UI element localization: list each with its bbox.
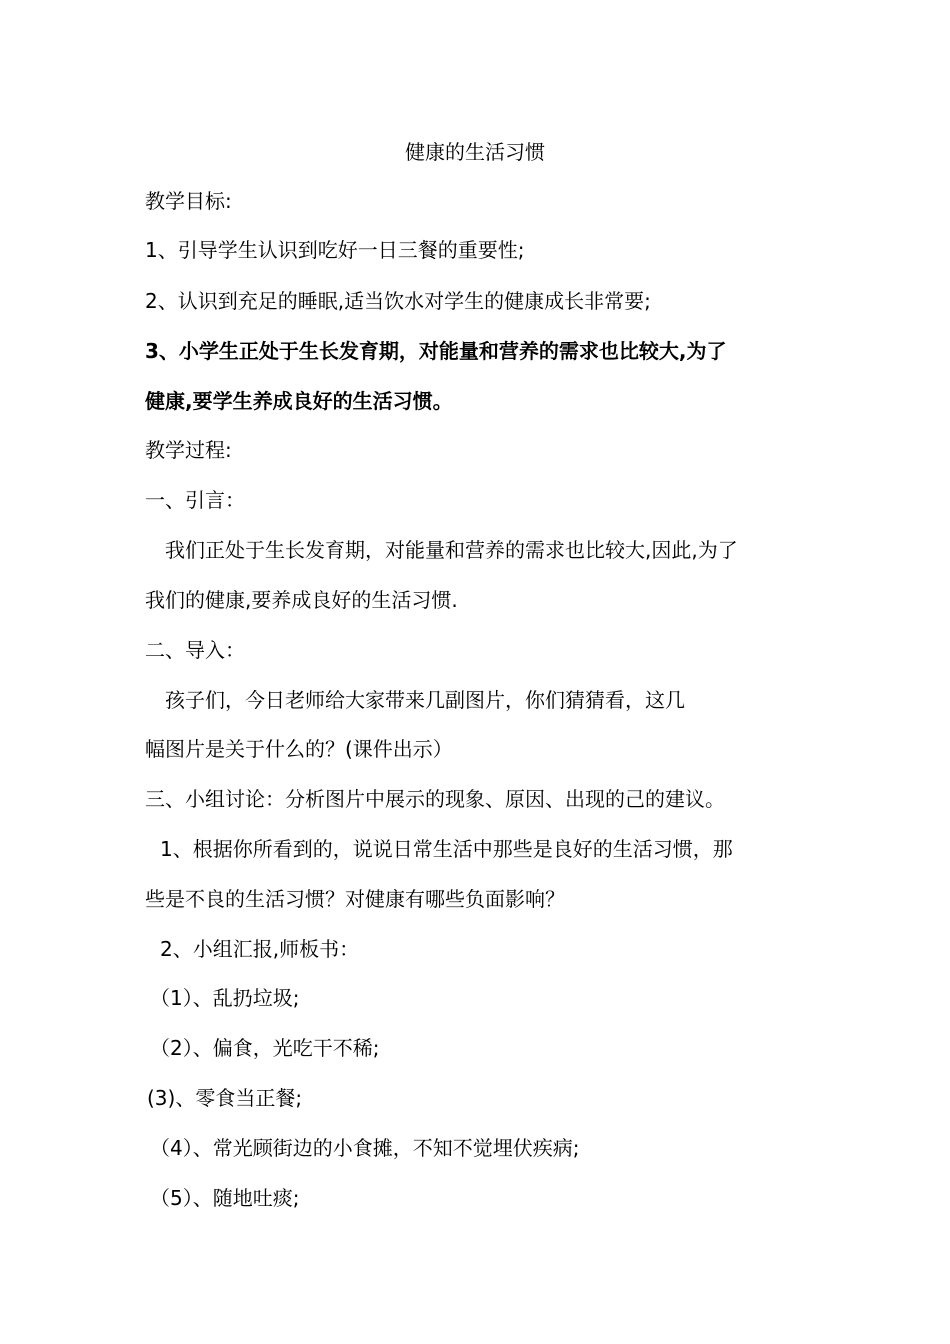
section-1-paragraph-line-2: 我们的健康,要养成良好的生活习惯.	[145, 588, 458, 612]
section-3-item-1-line-2: 些是不良的生活习惯？对健康有哪些负面影响？	[145, 887, 565, 911]
section-2-paragraph-line-1: 孩子们，今日老师给大家带来几副图片，你们猜猜看，这几	[165, 688, 685, 712]
list-item: (3)、零食当正餐;	[147, 1086, 303, 1110]
objective-1: 1、引导学生认识到吃好一日三餐的重要性;	[145, 238, 525, 262]
section-1-heading: 一、引言：	[145, 488, 245, 512]
list-item: （1）、乱扔垃圾;	[150, 986, 300, 1010]
document-title: 健康的生活习惯	[405, 140, 545, 164]
list-item: （5）、随地吐痰;	[150, 1186, 300, 1210]
objective-2: 2、认识到充足的睡眠,适当饮水对学生的健康成长非常要;	[145, 289, 651, 313]
section-1-paragraph-line-1: 我们正处于生长发育期，对能量和营养的需求也比较大,因此,为了	[165, 538, 738, 562]
objectives-heading: 教学目标:	[145, 189, 232, 213]
process-heading: 教学过程:	[145, 438, 232, 462]
objective-3-line-1: 3、小学生正处于生长发育期，对能量和营养的需求也比较大,为了	[145, 339, 727, 363]
section-3-heading: 三、小组讨论：分析图片中展示的现象、原因、出现的己的建议。	[145, 787, 725, 811]
section-2-heading: 二、导入：	[145, 638, 245, 662]
section-3-item-1-line-1: 1、根据你所看到的，说说日常生活中那些是良好的生活习惯，那	[160, 837, 733, 861]
list-item: （4）、常光顾街边的小食摊，不知不觉埋伏疾病;	[150, 1136, 580, 1160]
list-item: （2）、偏食，光吃干不稀;	[150, 1036, 380, 1060]
section-2-paragraph-line-2: 幅图片是关于什么的？(课件出示）	[145, 737, 453, 761]
section-3-item-2: 2、小组汇报,师板书：	[160, 937, 360, 961]
objective-3-line-2: 健康,要学生养成良好的生活习惯。	[145, 389, 453, 413]
